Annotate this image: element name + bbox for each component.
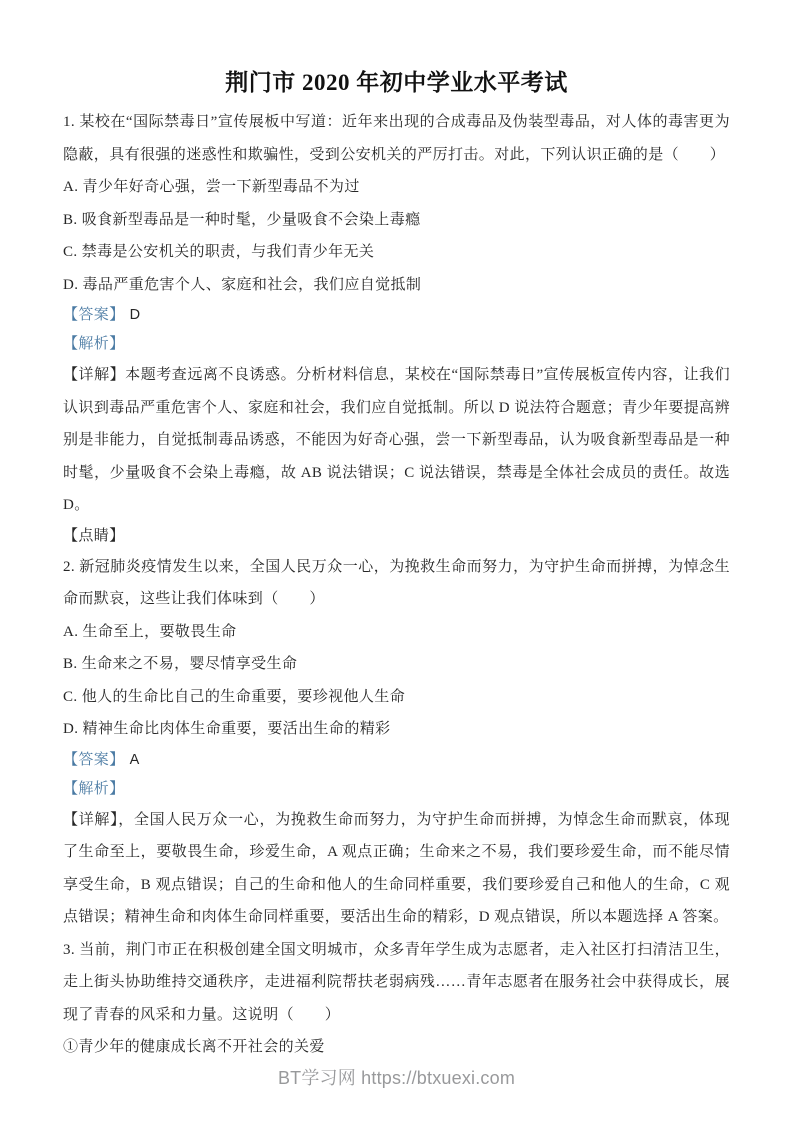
- q2-stem: 2. 新冠肺炎疫情发生以来，全国人民万众一心，为挽救生命而努力，为守护生命而拼搏，为悼念生命而默哀，这些让我们体味到（ ）: [63, 558, 730, 607]
- q1-stem: 1. 某校在“国际禁毒日”宣传展板中写道：近年来出现的合成毒品及伪装型毒品，对人体的毒害更为隐蔽，具有很强的迷惑性和欺骗性，受到公安机关的严厉打击。对此，下列认识正确的是（ ）: [63, 114, 730, 163]
- watermark-footer: BT学习网 https://btxuexi.com: [277, 1068, 516, 1088]
- q1-option-c: C. 禁毒是公安机关的职责，与我们青少年无关: [63, 244, 375, 260]
- q1-analysis-line: [63, 330, 730, 359]
- q1-tips-line: [63, 522, 730, 551]
- q2-analysis-line: [63, 775, 730, 804]
- page-title: 荆门市 2020 年初中学业水平考试: [225, 70, 568, 95]
- q2-option-a: A. 生命至上，要敬畏生命: [63, 623, 237, 640]
- q1-answer-line: [63, 301, 730, 330]
- q1-detail: 【详解】本题考查远离不良诱惑。分析材料信息，某校在“国际禁毒日”宣传展板宣传内容，让我们认识到毒品严重危害个人、家庭和社会，我们应自觉抵制。所以 D 说法符合题意；青少年要提高辨别是非能力，自觉抵制毒品诱惑，不能因为好奇心强，尝一下新型毒品，认为吸食新型毒品是一种时髦，少量吸食不会染上毒瘾，故 AB 说法错误；C 说法错误，禁毒是全体社会成员的责任。故选 D。: [63, 367, 730, 513]
- q1-option-a: A. 青少年好奇心强，尝一下新型毒品不为过: [63, 179, 360, 195]
- q1-option-b: B. 吸食新型毒品是一种时髦，少量吸食不会染上毒瘾: [63, 211, 421, 228]
- q3-stem: 3. 当前，荆门市正在积极创建全国文明城市，众多青年学生成为志愿者，走入社区打扫清洁卫生，走上街头协助维持交通秩序，走进福利院帮扶老弱病残……青年志愿者在服务社会中获得成长，展现了青春的风采和力量。这说明（ ）: [63, 941, 730, 1023]
- q2-option-d: D. 精神生命比肉体生命重要，要活出生命的精彩: [63, 721, 391, 737]
- q2-answer-value: A: [129, 751, 140, 768]
- q2-analysis-label: 【解析】: [63, 780, 125, 797]
- q2-detail: 【详解】，全国人民万众一心，为挽救生命而努力，为守护生命而拼搏，为悼念生命而默哀，体现了生命至上，要敬畏生命，珍爱生命，A 观点正确；生命来之不易，我们要珍爱生命，而不能尽情享受生命，B 观点错误；自己的生命和他人的生命同样重要，我们要珍爱自己和他人的生命，C 观点错误；精神生命和肉体生命同样重要，要活出生命的精彩，D 观点错误，所以本题选择 A 答案。: [63, 811, 730, 925]
- q2-answer-line: [63, 746, 730, 775]
- q1-option-d: D. 毒品严重危害个人、家庭和社会，我们应自觉抵制: [63, 276, 422, 293]
- q1-answer-value: D: [129, 307, 141, 323]
- q1-analysis-label: 【解析】: [63, 336, 125, 352]
- q1-answer-label: 【答案】: [63, 307, 125, 323]
- q2-answer-label: 【答案】: [63, 751, 125, 768]
- q3-item-1: ①青少年的健康成长离不开社会的关爱: [63, 1039, 325, 1055]
- q2-option-b: B. 生命来之不易，婴尽情享受生命: [63, 656, 298, 672]
- q2-option-c: C. 他人的生命比自己的生命重要，要珍视他人生命: [63, 688, 406, 705]
- q1-tips-label: 【点睛】: [63, 527, 125, 544]
